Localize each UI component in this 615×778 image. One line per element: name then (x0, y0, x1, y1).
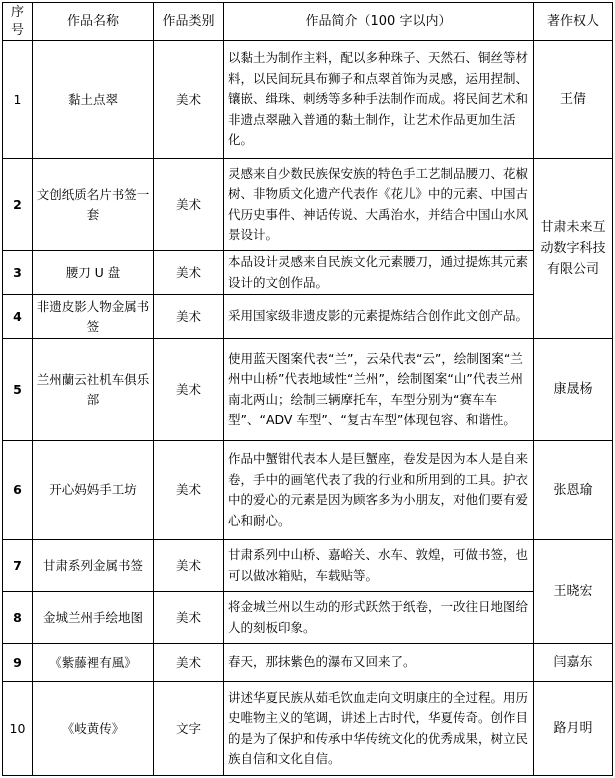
table-row (3, 441, 613, 540)
row-category: 美术 (154, 339, 224, 441)
row-index: 5 (3, 339, 33, 441)
row-category: 美术 (154, 441, 224, 540)
row-name: 金城兰州手绘地图 (33, 592, 154, 644)
header-index: 序号 (3, 3, 33, 41)
row-owner: 康晟杨 (534, 339, 613, 441)
header-owner: 著作权人 (534, 3, 613, 41)
row-description: 使用蓝天图案代表“兰”，云朵代表“云”，绘制图案“兰州中山桥”代表地域性“兰州”，绘制图案“山”代表兰州南北两山；绘制三辆摩托车，车型分别为“赛车车型”、“ADV 车型”、“复古车型”体现包容、和谐性。 (224, 339, 534, 441)
works-table (2, 2, 613, 776)
table-row (3, 159, 613, 251)
row-name: 甘肃系列金属书签 (33, 540, 154, 592)
table-row (3, 592, 613, 644)
row-category: 美术 (154, 295, 224, 339)
row-index: 1 (3, 41, 33, 159)
row-index: 2 (3, 159, 33, 251)
row-description: 本品设计灵感来自民族文化元素腰刀，通过提炼其元素设计的文创作品。 (224, 251, 534, 295)
table-row (3, 251, 613, 295)
row-description: 作品中蟹钳代表本人是巨蟹座，卷发是因为本人是自来卷，手中的画笔代表了我的行业和所用到的工具。护衣中的爱心的元素是因为顾客多为小朋友，对他们要有爱心和耐心。 (224, 441, 534, 540)
header-row (3, 3, 613, 41)
row-name: 文创纸质名片书签一套 (33, 159, 154, 251)
row-description: 采用国家级非遗皮影的元素提炼结合创作此文创产品。 (224, 295, 534, 339)
row-index: 6 (3, 441, 33, 540)
row-description: 以黏土为制作主料，配以多种珠子、天然石、铜丝等材料，以民间玩具布狮子和点翠首饰为灵感，运用捏制、镶嵌、缉珠、刺绣等多种手法制作而成。将民间艺术和非遗点翠融入普通的黏土制作，让艺术作品更加生活化。 (224, 41, 534, 159)
row-owner: 王倩 (534, 41, 613, 159)
row-description: 灵感来自少数民族保安族的特色手工艺制品腰刀、花椒树、非物质文化遗产代表作《花儿》中的元素、中国古代历史事件、神话传说、大禹治水，并结合中国山水风景设计。 (224, 159, 534, 251)
row-category: 美术 (154, 159, 224, 251)
row-description: 甘肃系列中山桥、嘉峪关、水车、敦煌，可做书签，也可以做冰箱贴，车载贴等。 (224, 540, 534, 592)
row-index: 7 (3, 540, 33, 592)
table-row (3, 644, 613, 682)
row-category: 美术 (154, 41, 224, 159)
row-name: 非遗皮影人物金属书签 (33, 295, 154, 339)
row-owner: 路月明 (534, 682, 613, 776)
row-description: 讲述华夏民族从茹毛饮血走向文明康庄的全过程。用历史唯物主义的笔调，讲述上古时代，华夏传奇。创作目的是为了保护和传承中华传统文化的优秀成果，树立民族自信和文化自信。 (224, 682, 534, 776)
row-name: 《紫藤裡有風》 (33, 644, 154, 682)
row-index: 10 (3, 682, 33, 776)
row-name: 《岐黄传》 (33, 682, 154, 776)
row-index: 9 (3, 644, 33, 682)
header-name: 作品名称 (33, 3, 154, 41)
row-owner: 张恩瑜 (534, 441, 613, 540)
row-index: 4 (3, 295, 33, 339)
row-name: 开心妈妈手工坊 (33, 441, 154, 540)
table-row (3, 295, 613, 339)
row-category: 美术 (154, 644, 224, 682)
header-description: 作品简介（100 字以内） (224, 3, 534, 41)
row-category: 文字 (154, 682, 224, 776)
row-category: 美术 (154, 540, 224, 592)
row-description: 春天，那抹紫色的瀑布又回来了。 (224, 644, 534, 682)
row-owner: 甘肃未来互动数字科技有限公司 (534, 159, 613, 339)
table-row (3, 682, 613, 776)
row-category: 美术 (154, 251, 224, 295)
row-name: 腰刀 U 盘 (33, 251, 154, 295)
row-name: 兰州蘭云社机车俱乐部 (33, 339, 154, 441)
table-row (3, 339, 613, 441)
row-description: 将金城兰州以生动的形式跃然于纸卷，一改往日地图给人的刻板印象。 (224, 592, 534, 644)
row-owner: 王晓宏 (534, 540, 613, 644)
row-owner: 闫嘉东 (534, 644, 613, 682)
header-category: 作品类别 (154, 3, 224, 41)
row-category: 美术 (154, 592, 224, 644)
table-row (3, 41, 613, 159)
row-name: 黏土点翠 (33, 41, 154, 159)
row-index: 3 (3, 251, 33, 295)
table-row (3, 540, 613, 592)
row-index: 8 (3, 592, 33, 644)
